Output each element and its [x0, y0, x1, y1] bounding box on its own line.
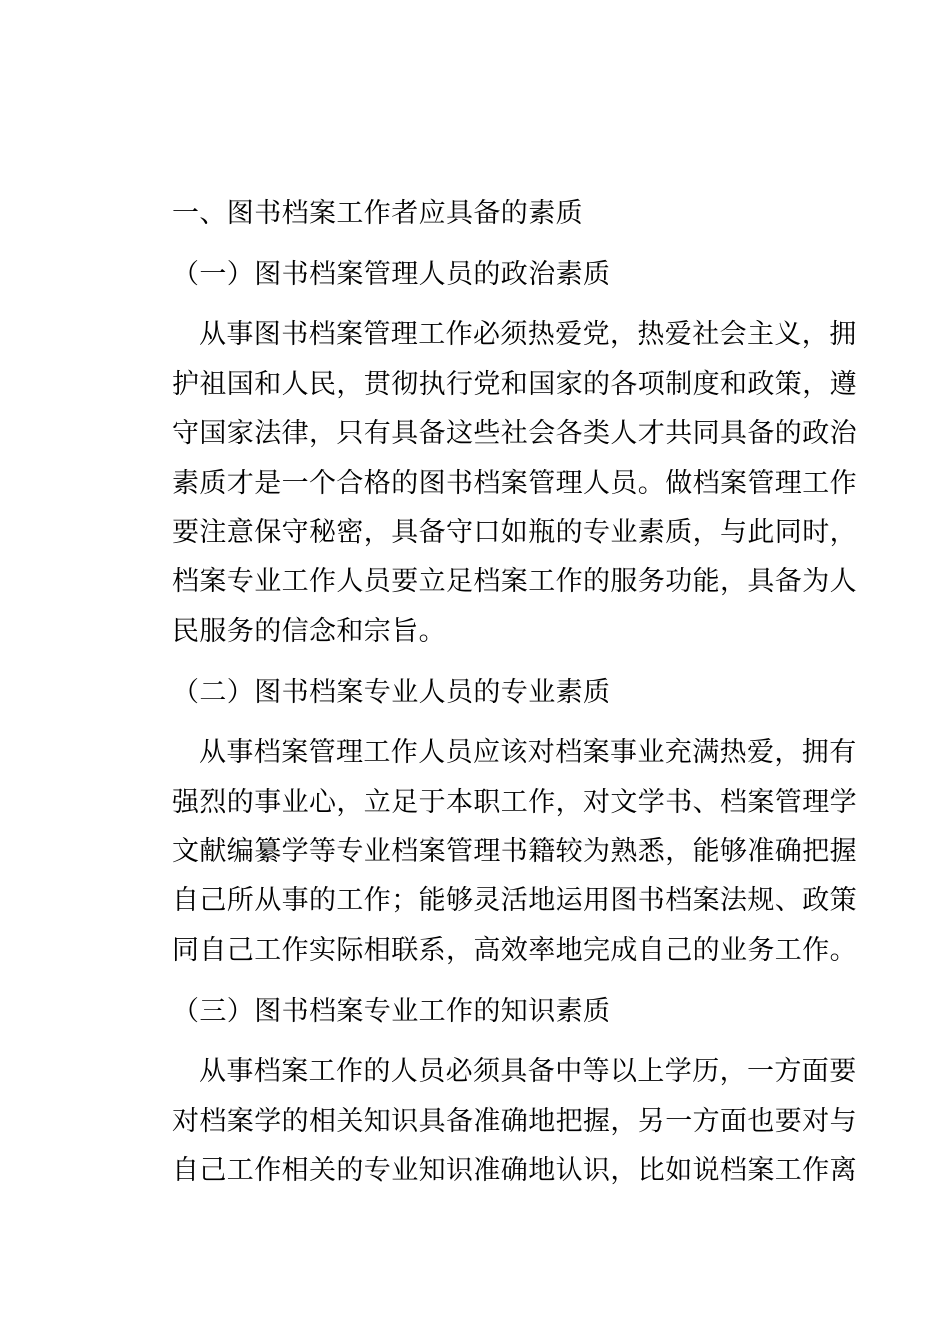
- paragraph-line: 民服务的信念和宗旨。: [172, 615, 446, 647]
- paragraph-political-quality: [145, 310, 857, 656]
- paragraph-line: 强烈的事业心，立足于本职工作，对文学书、档案管理学: [172, 786, 857, 818]
- paragraph-line: 从事档案工作的人员必须具备中等以上学历，一方面要: [199, 1056, 857, 1088]
- paragraph-line: 护祖国和人民，贯彻执行党和国家的各项制度和政策，遵: [172, 368, 857, 400]
- subsection-heading-political-quality: （一）图书档案管理人员的政治素质: [172, 258, 611, 290]
- paragraph-line: 从事图书档案管理工作必须热爱党，热爱社会主义，拥: [199, 319, 857, 351]
- paragraph-line: 自己所从事的工作；能够灵活地运用图书档案法规、政策: [172, 885, 857, 917]
- paragraph-knowledge-quality: [145, 1047, 857, 1195]
- paragraph-line: 从事档案管理工作人员应该对档案事业充满热爱，拥有: [199, 737, 857, 769]
- paragraph-professional-quality: [145, 728, 857, 975]
- paragraph-line: 自己工作相关的专业知识准确地认识，比如说档案工作离: [172, 1155, 857, 1187]
- paragraph-line: 对档案学的相关知识具备准确地把握，另一方面也要对与: [172, 1105, 857, 1137]
- paragraph-line: 同自己工作实际相联系，高效率地完成自己的业务工作。: [172, 934, 857, 966]
- subsection-heading-knowledge-quality: （三）图书档案专业工作的知识素质: [172, 995, 611, 1027]
- section-heading-1: 一、图书档案工作者应具备的素质: [172, 198, 583, 229]
- paragraph-line: 素质才是一个合格的图书档案管理人员。做档案管理工作: [172, 467, 857, 499]
- paragraph-line: 守国家法律，只有具备这些社会各类人才共同具备的政治: [172, 418, 857, 450]
- subsection-heading-professional-quality: （二）图书档案专业人员的专业素质: [172, 676, 611, 708]
- paragraph-line: 文献编纂学等专业档案管理书籍较为熟悉，能够准确把握: [172, 836, 857, 868]
- document-body: [145, 189, 857, 1207]
- paragraph-line: 档案专业工作人员要立足档案工作的服务功能，具备为人: [172, 566, 857, 598]
- paragraph-line: 要注意保守秘密，具备守口如瓶的专业素质，与此同时，: [172, 517, 857, 549]
